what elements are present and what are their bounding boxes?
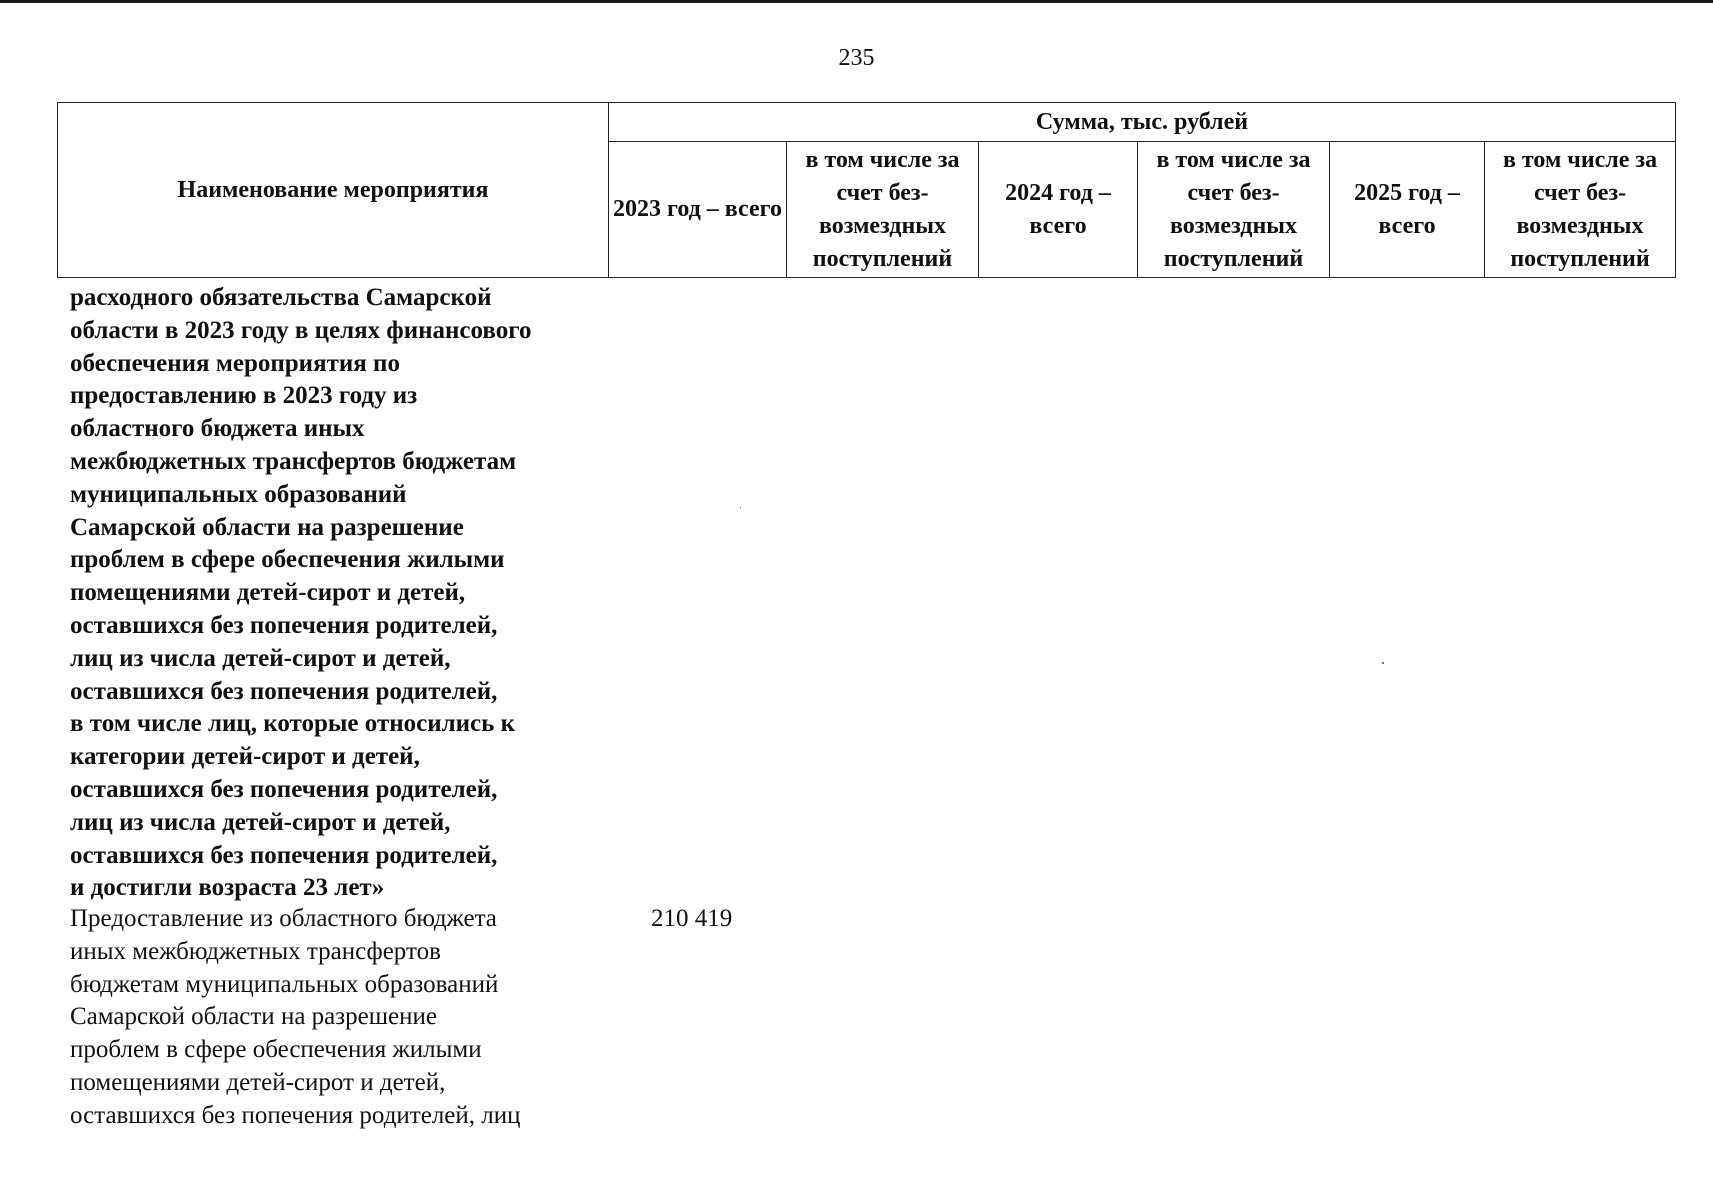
- scan-speck: [1382, 662, 1384, 664]
- header-name-column: Наименование мероприятия: [58, 103, 609, 278]
- text-line: помещениями детей-сирот и детей,: [70, 1068, 446, 1096]
- text-line: областного бюджета иных: [70, 415, 365, 443]
- text-line: оставшихся без попечения родителей,: [70, 775, 498, 803]
- text-line: категории детей-сирот и детей,: [70, 743, 420, 771]
- text-line: оставшихся без попечения родителей,: [70, 677, 498, 705]
- text-line: помещениями детей-сирот и детей,: [70, 579, 466, 607]
- text-line: бюджетам муниципальных образований: [70, 970, 499, 998]
- text-line: муниципальных образований: [70, 480, 407, 508]
- text-line: межбюджетных трансфертов бюджетам: [70, 447, 517, 475]
- scan-top-border: [0, 0, 1713, 3]
- text-line: оставшихся без попечения родителей, лиц: [70, 1101, 521, 1129]
- header-2024-total: 2024 год – всего: [979, 142, 1138, 278]
- text-line: в том числе лиц, которые относились к: [70, 710, 516, 738]
- text-line: и достигли возраста 23 лет»: [70, 874, 385, 902]
- text-line: области в 2023 году в целях финансового: [70, 316, 532, 344]
- text-line: оставшихся без попечения родителей,: [70, 841, 498, 869]
- text-line: Самарской области на разрешение: [70, 513, 464, 541]
- bold-description: [70, 282, 531, 905]
- header-sum-group: Сумма, тыс. рублей: [609, 103, 1676, 142]
- text-line: Самарской области на разрешение: [70, 1003, 437, 1031]
- text-line: лиц из числа детей-сирот и детей,: [70, 808, 451, 836]
- header-2023-grants: в том числе за счет без-возмездных поступлений: [787, 142, 979, 278]
- header-2025-total: 2025 год – всего: [1330, 142, 1485, 278]
- text-line: лиц из числа детей-сирот и детей,: [70, 644, 451, 672]
- text-line: обеспечения мероприятия по: [70, 349, 400, 377]
- header-2023-total: 2023 год – всего: [609, 142, 787, 278]
- text-line: оставшихся без попечения родителей,: [70, 611, 498, 639]
- text-line: проблем в сфере обеспечения жилыми: [70, 1036, 482, 1064]
- text-line: иных межбюджетных трансфертов: [70, 937, 441, 965]
- text-line: расходного обязательства Самарской: [70, 284, 492, 311]
- scan-speck: [740, 507, 741, 508]
- plain-description: [70, 903, 521, 1133]
- value-2023-total: 210 419: [651, 905, 733, 932]
- text-line: проблем в сфере обеспечения жилыми: [70, 546, 505, 574]
- budget-table-header: [57, 102, 1676, 278]
- header-2024-grants: в том числе за счет без-возмездных поступлений: [1138, 142, 1330, 278]
- header-2025-grants: в том числе за счет без-возмездных поступлений: [1485, 142, 1676, 278]
- text-line: Предоставление из областного бюджета: [70, 905, 497, 932]
- page-number: 235: [838, 45, 875, 71]
- text-line: предоставлению в 2023 году из: [70, 382, 418, 410]
